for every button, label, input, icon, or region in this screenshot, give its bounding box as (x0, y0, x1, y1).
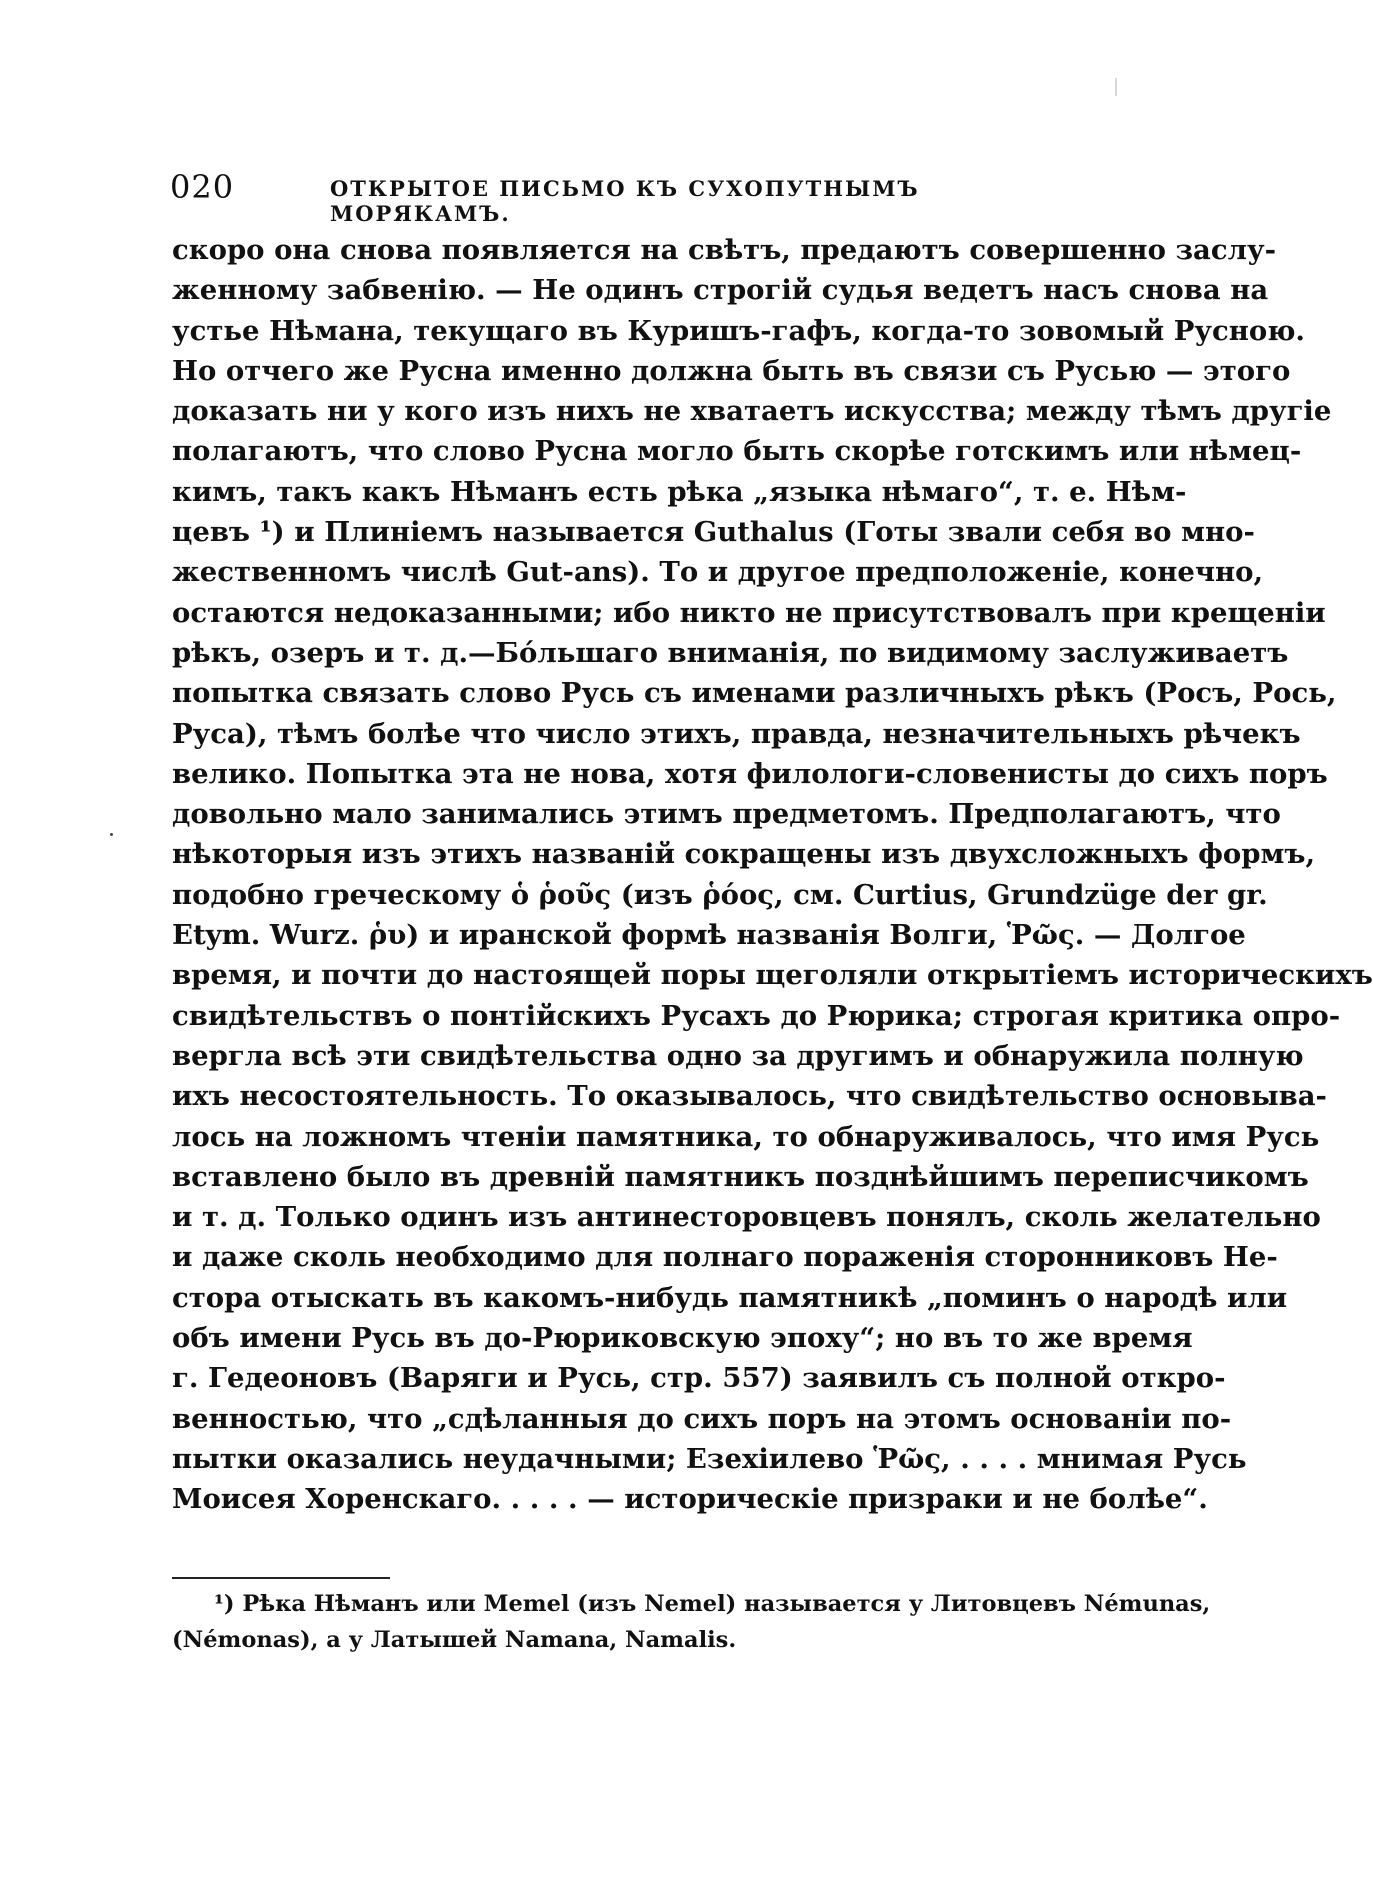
text-line: доказать ни у кого изъ нихъ не хватаетъ искусства; между тѣмъ другіе (172, 395, 1332, 428)
footnote-line: (Némonas), а у Латышей Namana, Namalis. (172, 1627, 737, 1653)
body-text (172, 230, 1373, 1520)
text-line: полагаютъ, что слово Русна могло быть скорѣе готскимъ или нѣмец- (172, 435, 1302, 468)
text-line: вергла всѣ эти свидѣтельства одно за другимъ и обнаружила полную (172, 1039, 1304, 1072)
running-title: ОТКРЫТОЕ ПИСЬМО КЪ СУХОПУТНЫМЪ МОРЯКАМЪ. (330, 176, 920, 226)
text-line: г. Гедеоновъ (Варяги и Русь, стр. 557) заявилъ съ полной откро- (172, 1362, 1226, 1395)
text-line: пытки оказались неудачными; Езехіилево Ῥῶς, . . . . мнимая Русь (172, 1442, 1247, 1475)
text-line: и т. д. Только одинъ изъ антинесторовцевъ понялъ, сколь желательно (172, 1201, 1321, 1234)
text-line: цевъ ¹) и Плиніемъ называется Guthalus (Готы звали себя во мно- (172, 516, 1255, 549)
text-line: объ имени Русь въ до-Рюриковскую эпоху“; но въ то же время (172, 1322, 1193, 1355)
text-line: Но отчего же Русна именно должна быть въ связи съ Русью — этого (172, 354, 1291, 387)
text-line: подобно греческому ὁ ῥοῦς (изъ ῥόος, см. Curtius, Grundzüge der gr. (172, 878, 1268, 911)
text-line: венностью, что „сдѣланныя до сихъ поръ на этомъ основаніи по- (172, 1402, 1232, 1435)
page-header (170, 168, 1050, 226)
text-line: женному забвенію. — Не одинъ строгій судья ведетъ насъ снова на (172, 274, 1269, 307)
text-line: скоро она снова появляется на свѣтъ, предаютъ совершенно заслу- (172, 234, 1277, 266)
footnote-line: ¹) Рѣка Нѣманъ или Memel (изъ Nemel) называется у Литовцевъ Némunas, (214, 1591, 1211, 1617)
margin-speck (110, 833, 113, 836)
text-line: нѣкоторыя изъ этихъ названій сокращены изъ двухсложныхъ формъ, (172, 838, 1316, 871)
text-line: время, и почти до настоящей поры щеголяли открытіемъ историческихъ (172, 959, 1373, 992)
text-line: кимъ, такъ какъ Нѣманъ есть рѣка „языка нѣмаго“, т. е. Нѣм- (172, 475, 1187, 508)
footnote-divider (172, 1577, 390, 1579)
text-line: устье Нѣмана, текущаго въ Куришъ-гафъ, когда-то зовомый Русною. (172, 314, 1305, 347)
text-line: довольно мало занимались этимъ предметомъ. Предполагаютъ, что (172, 798, 1281, 831)
text-line: стора отыскать въ какомъ-нибудь памятникѣ „поминъ о народѣ или (172, 1281, 1288, 1314)
text-line: жественномъ числѣ Gut-ans). То и другое предположеніе, конечно, (172, 556, 1264, 589)
text-line: и даже сколь необходимо для полнаго пораженія сторонниковъ Не- (172, 1241, 1278, 1274)
text-line: лось на ложномъ чтеніи памятника, то обнаруживалось, что имя Русь (172, 1120, 1320, 1153)
scan-edge-mark (1115, 78, 1117, 96)
text-line: попытка связать слово Русь съ именами различныхъ рѣкъ (Росъ, Рось, (172, 677, 1337, 710)
text-line: остаются недоказанными; ибо никто не присутствовалъ при крещеніи (172, 596, 1326, 629)
text-line: велико. Попытка эта не нова, хотя филологи-словенисты до сихъ поръ (172, 757, 1328, 790)
text-line: ихъ несостоятельность. То оказывалось, что свидѣтельство основыва- (172, 1080, 1327, 1113)
text-line: рѣкъ, озеръ и т. д.—Бóльшаго вниманія, по видимому заслуживаетъ (172, 636, 1289, 669)
text-line: Моисея Хоренскаго. . . . . — историческіе призраки и не болѣе“. (172, 1483, 1208, 1516)
text-line: Etym. Wurz. ῥυ) и иранской формѣ названія Волги, Ῥῶς. — Долгое (172, 919, 1246, 952)
text-line: Руса), тѣмъ болѣе что число этихъ, правда, незначительныхъ рѣчекъ (172, 717, 1301, 750)
text-line: свидѣтельствъ о понтійскихъ Русахъ до Рюрика; строгая критика опро- (172, 999, 1341, 1032)
page-number: 020 (170, 168, 235, 206)
footnotes (172, 1586, 1211, 1658)
text-line: вставлено было въ древній памятникъ позднѣйшимъ переписчикомъ (172, 1160, 1309, 1193)
